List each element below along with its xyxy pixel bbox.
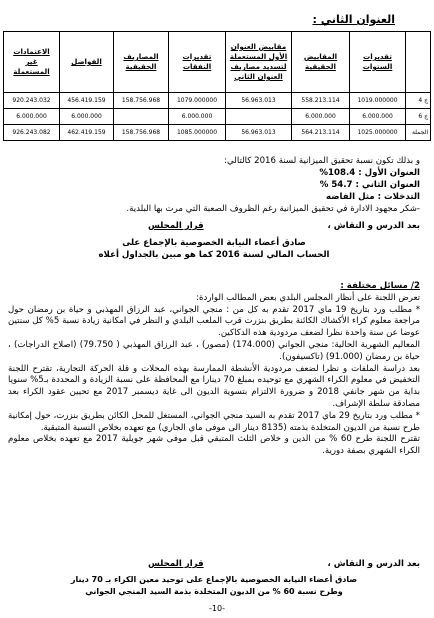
misc-paragraph: تعرض اللجنة على أنظار المجلس البلدي بعض المطالب الواردة: (196, 292, 420, 303)
table-cell: ج 4 (406, 93, 431, 109)
table-cell: 158.756.968 (114, 93, 169, 109)
table-cell: 6.000.000 (169, 109, 226, 125)
budget-table (3, 31, 431, 141)
table-header: الاعتمادات غير المستعملة (4, 32, 60, 93)
decision-2 (8, 558, 420, 598)
misc-paragraph: المعاليم الشهرية الحالية: منجي الجواني (174.000) (مصور) ، عبد الرزاق المهذبي ( 79.750) (اصلاح الدراجات) ، حياة بن رمضان (91.000) (تاكسيفون). (8, 339, 420, 362)
table-header: المقابيض الحقيقية (292, 32, 350, 93)
misc-heading: 2/ مسائل مختلفة : (340, 281, 420, 291)
misc-paragraph: بعد دراسة الملفات و نظرا لضعف مردودية الأنشطة الممارسة بهذه المحلات و قلة الحركة التجارية، تقترح اللجنة التخفيض في معلوم الكراء الشهري مع توحيده بمبلغ 70 دينارا مع المحافظة على نسبة الزيادة و المحددة بـ5% سنويا بداية من شهر جانفي 2018 و ضرورة الالتزام بتسوية الديون الى غاية ديسمبر 2017 مع تحيين عقود الكراء بعد مصادقة سلطة الإشراف. (8, 363, 420, 409)
misc-paragraph: * مطلب ورد بتاريخ 29 ماي 2017 تقدم به السيد منجي الجواني، المستغل للمحل الكائن بطريق بنزرت، حول إمكانية طرح نسبة من الديون المتخلدة بذمته (8135 دينار الى موفى ماي الجاري) مع تعهده بخلاص النسبة المتبقية. (8, 410, 420, 433)
table-header: مقابيض العنوان الأول المستعملة لتسديد مصاريف العنوان الثاني (226, 32, 292, 93)
ratios-intro: و بذلك تكون نسبة تحقيق الميزانية لسنة 2016 كالتالي: (224, 156, 420, 166)
table-header-row (4, 32, 431, 93)
table-cell: 6.000.000 (292, 109, 350, 125)
misc-paragraph: تقترح اللجنة طرح 60 % من الدين و خلاص الثلث المتبقي قبل موفى شهر جويلية 2017 مع تعهده بخلاص معلوم الكراء الشهري بصفة دورية. (8, 434, 420, 457)
table-cell: 158.756.968 (114, 125, 169, 141)
table-header: المصاريف الحقيقية (114, 32, 169, 93)
council-decision-heading: قرار المجلس (148, 221, 204, 231)
table-cell: 564.213.114 (292, 125, 350, 141)
table-cell: 920.243.032 (4, 93, 60, 109)
table-header: تقديرات النفقات (169, 32, 226, 93)
table-cell: 56.963.013 (226, 93, 292, 109)
table-cell: 6.000.000 (350, 109, 406, 125)
table-cell: 926.243.082 (4, 125, 60, 141)
table-cell: 456.419.159 (60, 93, 114, 109)
table-cell: 1085.000000 (169, 125, 226, 141)
ratios-note: -شكر مجهود الادارة في تحقيق الميزانية رغم الظروف الصعبة التي مرت بها البلدية. (126, 204, 420, 214)
decision-line: وطرح نسبة 60 % من الديون المتخلدة بذمة السيد المنجي الجواني (85, 587, 343, 596)
table-cell: 1025.000000 (350, 125, 406, 141)
council-decision-heading: قرار المجلس (148, 559, 204, 569)
decision-line: صادق أعضاء النيابة الخصوصية بالإجماع على توحيد معين الكراء بـ 70 دينار (70, 575, 358, 584)
ratio-second: العنوان الثاني : 54.7 % (319, 180, 420, 190)
table-cell: 56.963.013 (226, 125, 292, 141)
decision-line: صادق أعضاء النيابة الخصوصية بالإجماع على (122, 238, 306, 248)
interventions-label: التدخلات : مثل الفاضه (325, 192, 420, 202)
table-cell: 6.000.000 (60, 109, 114, 125)
table-header: تقديرات السنوات (350, 32, 406, 93)
table-cell: ج 6 (406, 109, 431, 125)
table-header: الفواضل (60, 32, 114, 93)
ratios-section (8, 155, 420, 215)
table-cell: الجملة (406, 125, 431, 141)
ratio-first: العنوان الأول : 108.4% (319, 168, 420, 178)
table-row (4, 93, 431, 109)
section-title: العنوان الثاني : (312, 13, 395, 26)
decision-lead: بعد الدرس و التقاش ، (327, 559, 420, 569)
page-number: -10- (209, 604, 225, 613)
table-cell: 1019.000000 (350, 93, 406, 109)
misc-section (8, 281, 420, 458)
decision-lead: بعد الدرس و التقاش ، (327, 221, 420, 231)
table-cell: 6.000.000 (4, 109, 60, 125)
table-cell: 462.419.159 (60, 125, 114, 141)
table-cell: 1079.000000 (169, 93, 226, 109)
decision-line: الحساب المالي لسنة 2016 كما هو مبين بالجداول أعلاه (98, 250, 330, 260)
misc-paragraph: * مطلب ورد بتاريخ 19 ماي 2017 تقدم به كل من : منجي الجواني، عبد الرزاق المهذبي و حياة بن رمضان حول مراجعة معلوم كراء الأكشاك الكائنة بطريق بنزرت قرب الملعب البلدي و النظر في امكانية زيادة نسبة 5% كل سنتين عوضا عن سنة واحدة نظرا لضعف مردودية هذه الدكاكين. (8, 304, 420, 339)
table-cell (114, 109, 169, 125)
table-row-total (4, 125, 431, 141)
table-header (406, 32, 431, 93)
decision-1 (8, 220, 420, 261)
table-row (4, 109, 431, 125)
table-cell: 558.213.114 (292, 93, 350, 109)
table-cell (226, 109, 292, 125)
